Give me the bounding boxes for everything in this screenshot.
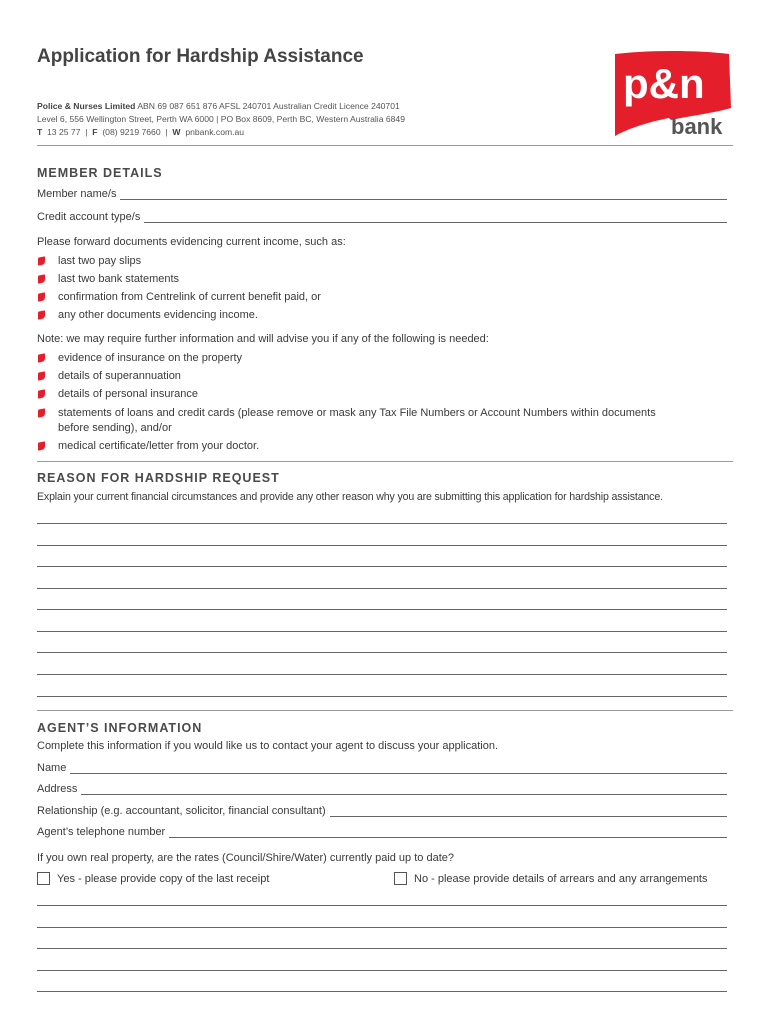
pn-bank-logo [609,48,735,138]
credit-account-field[interactable] [37,211,727,223]
header-divider [37,145,733,146]
list-item: medical certificate/letter from your doctor. [37,437,727,455]
list-item: statements of loans and credit cards (please remove or mask any Tax File Numbers or Account Numbers within documents before sending), and/or [37,404,727,437]
bullet-icon [38,292,45,301]
list-item: details of superannuation [37,367,727,385]
list-item: confirmation from Centrelink of current benefit paid, or [37,288,727,306]
reason-line[interactable] [37,696,727,697]
arrears-line[interactable] [37,905,727,906]
reason-line[interactable] [37,652,727,653]
reason-instruction: Explain your current financial circumstances and provide any other reason why you are submitting this application for hardship assistance. [37,491,663,503]
org-contact: T 13 25 77 | F (08) 9219 7660 | W pnbank.com.au [37,127,245,137]
reason-line[interactable] [37,588,727,589]
organisation-details [37,100,405,139]
logo-sub: bank [671,114,723,138]
rates-yes-option[interactable] [37,872,269,885]
reason-line[interactable] [37,523,727,524]
yes-checkbox[interactable] [37,872,50,885]
reason-line[interactable] [37,609,727,610]
list-item: last two bank statements [37,270,727,288]
bullet-icon [38,353,45,362]
member-details-heading: MEMBER DETAILS [37,166,163,180]
agent-intro: Complete this information if you would like us to contact your agent to discuss your application. [37,740,499,752]
bullet-icon [38,310,45,319]
agent-name-field[interactable] [37,762,727,774]
forward-documents-list [37,252,727,324]
bullet-icon [38,390,45,399]
bullet-icon [38,274,45,283]
bullet-icon [38,371,45,380]
section-divider [37,461,733,462]
yes-label: Yes - please provide copy of the last receipt [57,872,270,885]
arrears-line[interactable] [37,948,727,949]
note-intro: Note: we may require further information and will advise you if any of the following is needed: [37,333,489,345]
member-name-field[interactable] [37,188,727,200]
agent-address-label: Address [37,783,78,795]
agent-relationship-field[interactable] [37,805,727,817]
bullet-icon [38,256,45,265]
reason-line[interactable] [37,631,727,632]
note-list [37,349,727,455]
list-item: details of personal insurance [37,385,727,403]
member-name-label: Member name/s [37,188,117,200]
no-checkbox[interactable] [394,872,407,885]
agent-name-label: Name [37,762,67,774]
credit-account-label: Credit account type/s [37,211,141,223]
logo-text: p&n [623,60,705,107]
agent-heading: AGENT’S INFORMATION [37,721,203,735]
forward-documents-intro: Please forward documents evidencing current income, such as: [37,236,346,248]
bullet-icon [38,408,45,417]
reason-line[interactable] [37,545,727,546]
page-title: Application for Hardship Assistance [37,46,364,67]
list-item: evidence of insurance on the property [37,349,727,367]
rates-no-option[interactable] [394,872,708,885]
section-divider [37,710,733,711]
arrears-line[interactable] [37,970,727,971]
reason-line[interactable] [37,674,727,675]
agent-phone-label: Agent’s telephone number [37,826,166,838]
org-licence: ABN 69 087 651 876 AFSL 240701 Australian Credit Licence 240701 [137,101,400,111]
rates-question: If you own real property, are the rates (Council/Shire/Water) currently paid up to date? [37,852,454,864]
arrears-line[interactable] [37,927,727,928]
org-name: Police & Nurses Limited [37,101,136,111]
list-item: any other documents evidencing income. [37,306,727,324]
bullet-icon [38,441,45,450]
list-item: last two pay slips [37,252,727,270]
org-address: Level 6, 556 Wellington Street, Perth WA 6000 | PO Box 8609, Perth BC, Western Australia 6849 [37,114,405,124]
agent-phone-field[interactable] [37,826,727,838]
reason-heading: REASON FOR HARDSHIP REQUEST [37,471,280,485]
reason-line[interactable] [37,566,727,567]
no-label: No - please provide details of arrears and any arrangements [414,872,708,885]
agent-relationship-label: Relationship (e.g. accountant, solicitor, financial consultant) [37,805,326,817]
agent-address-field[interactable] [37,783,727,795]
arrears-line[interactable] [37,991,727,992]
